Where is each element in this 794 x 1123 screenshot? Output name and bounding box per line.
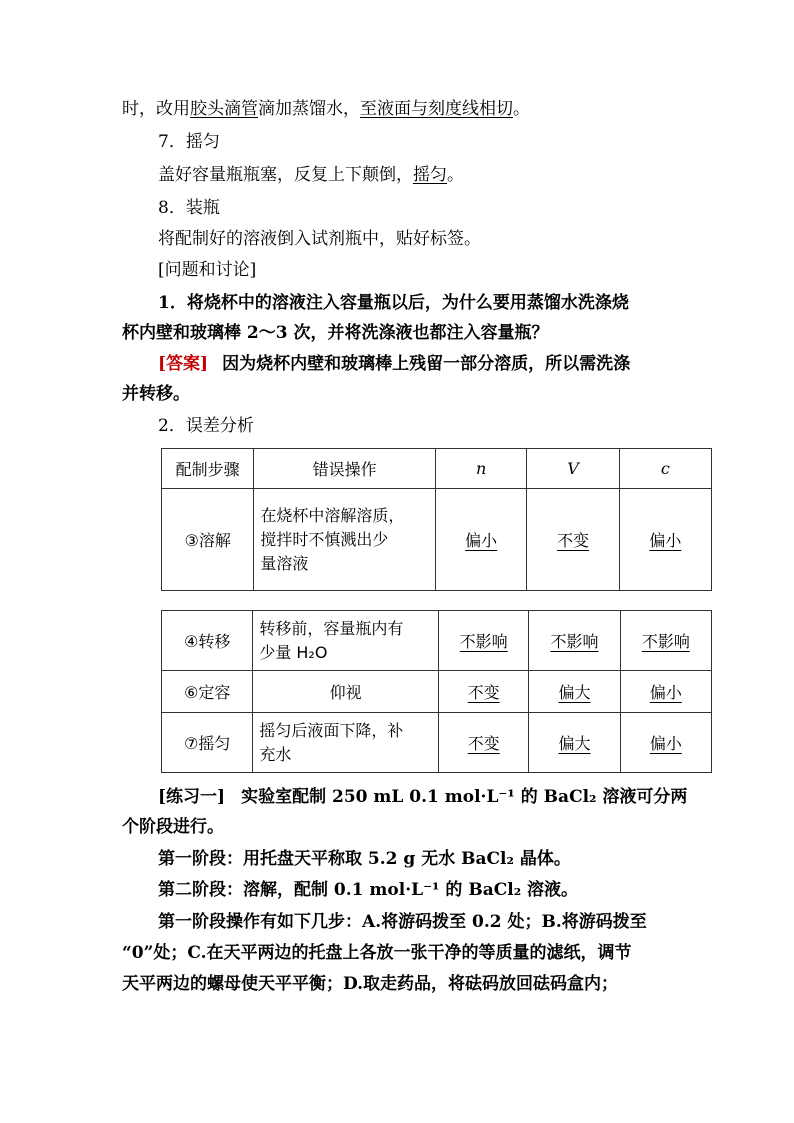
cell-step: ③溶解 [162, 489, 254, 591]
table-row [162, 671, 712, 713]
op-line: 摇匀后液面下降，补 [259, 720, 404, 740]
cell-c [620, 671, 711, 713]
question-1-line-1: 1．将烧杯中的溶液注入容量瓶以后，为什么要用蒸馏水洗涤烧 [158, 293, 629, 313]
exercise-text: 实验室配制 250 mL 0.1 mol·L⁻¹ 的 BaCl₂ 溶液可分两 [241, 787, 688, 807]
cell-value: 不变 [467, 683, 500, 702]
cell-value: 不变 [556, 531, 589, 550]
cell-value: 偏小 [649, 734, 682, 753]
cell-value: 不影响 [641, 632, 690, 651]
op-line: 充水 [259, 744, 292, 764]
cell-value: 偏大 [558, 683, 591, 702]
section-heading-7: 7．摇匀 [158, 132, 220, 152]
exercise-line-2: 个阶段进行。 [122, 817, 224, 837]
cell-v [529, 611, 620, 671]
cell-value: 偏小 [465, 531, 498, 550]
op-line: 在烧杯中溶解溶质， [260, 505, 405, 525]
answer-text: 因为烧杯内壁和玻璃棒上残留一部分溶质，所以需洗涤 [222, 354, 631, 374]
cell-value: 不变 [467, 734, 500, 753]
cell-n [439, 611, 529, 671]
answer-line-2: 并转移。 [122, 384, 190, 404]
exercise-line-1 [158, 786, 687, 808]
cell-c [620, 713, 711, 773]
cell-step: ④转移 [162, 611, 253, 671]
answer-tag: [答案] [158, 354, 209, 374]
question-1-line-2: 杯内壁和玻璃棒 2～3 次，并将洗涤液也都注入容量瓶？ [122, 323, 549, 343]
op-line: 量溶液 [260, 553, 309, 573]
error-analysis-table-1 [161, 448, 712, 591]
exercise-line-4: 第二阶段：溶解，配制 0.1 mol·L⁻¹ 的 BaCl₂ 溶液。 [158, 880, 579, 900]
text-seg: 。 [513, 99, 530, 119]
cell-step: ⑦摇匀 [162, 713, 253, 773]
header-v: V [527, 449, 619, 489]
cell-n [436, 489, 527, 591]
cell-op [254, 489, 436, 591]
cell-op: 仰视 [253, 671, 439, 713]
header-op: 错误操作 [254, 449, 436, 489]
cell-step: ⑥定容 [162, 671, 253, 713]
cell-v [529, 671, 620, 713]
section-heading-8: 8．装瓶 [158, 198, 220, 218]
exercise-tag: [练习一] [158, 787, 226, 807]
table-row [162, 489, 712, 591]
table-row [162, 611, 712, 671]
op-line: 转移前，容量瓶内有 [259, 618, 404, 638]
text-seg: 。 [447, 165, 464, 185]
table-header-row [162, 449, 712, 489]
cell-c [620, 611, 711, 671]
error-analysis-table-2 [161, 610, 712, 773]
question-2-heading: 2．误差分析 [158, 416, 254, 436]
header-c: c [619, 449, 711, 489]
cell-c [619, 489, 711, 591]
blank-answer: 摇匀 [413, 165, 447, 185]
cell-n [439, 713, 529, 773]
exercise-line-5: 第一阶段操作有如下几步：A.将游码拨至 0.2 处；B.将游码拨至 [158, 912, 647, 932]
exercise-line-6: “0”处；C.在天平两边的托盘上各放一张干净的等质量的滤纸，调节 [122, 943, 632, 963]
text-seg: 盖好容量瓶瓶塞，反复上下颠倒， [158, 165, 413, 185]
cell-value: 偏小 [649, 683, 682, 702]
cell-v [529, 713, 620, 773]
exercise-line-3: 第一阶段：用托盘天平称取 5.2 g 无水 BaCl₂ 晶体。 [158, 849, 571, 869]
text-line-5: 将配制好的溶液倒入试剂瓶中，贴好标签。 [158, 229, 481, 249]
cell-value: 不影响 [459, 632, 508, 651]
cell-n [439, 671, 529, 713]
answer-line-1 [158, 353, 630, 375]
text-line-3 [158, 164, 464, 186]
exercise-line-7: 天平两边的螺母使天平平衡；D.取走药品，将砝码放回砝码盒内； [122, 974, 619, 994]
discussion-heading: [问题和讨论] [158, 260, 257, 280]
cell-value: 偏大 [558, 734, 591, 753]
text-seg: 滴加蒸馏水， [258, 99, 360, 119]
op-line: 少量 H₂O [259, 642, 328, 662]
blank-answer: 胶头滴管 [190, 99, 258, 119]
text-line-1 [122, 98, 530, 120]
cell-value: 偏小 [649, 531, 682, 550]
cell-op [253, 611, 439, 671]
header-n: n [436, 449, 527, 489]
op-line: 搅拌时不慎溅出少 [260, 529, 389, 549]
cell-v [527, 489, 619, 591]
cell-op [253, 713, 439, 773]
text-seg: 时，改用 [122, 99, 190, 119]
header-step: 配制步骤 [162, 449, 254, 489]
blank-answer: 至液面与刻度线相切 [360, 99, 513, 119]
cell-value: 不影响 [550, 632, 599, 651]
table-row [162, 713, 712, 773]
